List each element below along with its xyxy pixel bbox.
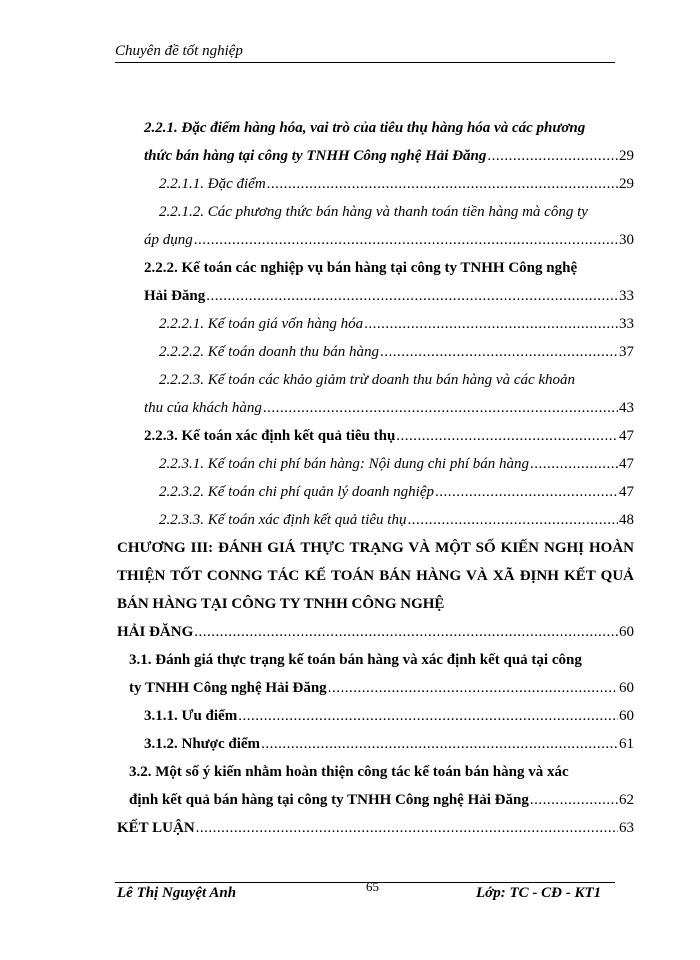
toc-entry-text: CHƯƠNG III: ĐÁNH GIÁ THỰC TRẠNG VÀ MỘT SỐ KIẾN NGHỊ HOÀN THIỆN TỐT CONNG TÁC KẾ TOÁN BÁN HÀNG VÀ XÃ ĐỊNH KẾT QUẢ BÁN HÀNG TẠI CÔNG TY TNHH CÔNG NGHỆ — [117, 540, 634, 612]
dot-leader — [328, 674, 618, 702]
toc-entry-text: 2.2.2.1. Kế toán giá vốn hàng hóa — [159, 316, 364, 332]
toc-page-number: 47 — [619, 456, 634, 472]
toc-entry-leader — [159, 478, 634, 506]
dot-leader — [530, 450, 618, 478]
toc-entry-leader — [159, 506, 634, 534]
toc-entry-leader — [144, 282, 634, 310]
dot-leader — [380, 338, 618, 366]
toc-entry-text-cont: HẢI ĐĂNG — [117, 624, 194, 640]
toc-entry-2-2-2-3[interactable] — [117, 366, 634, 422]
page-header-title: Chuyên đề tốt nghiệp — [115, 43, 243, 59]
toc-page-number: 43 — [619, 400, 634, 416]
toc-entry-leader — [159, 170, 634, 198]
toc-entry-text: 2.2.3. Kế toán xác định kết quả tiêu thụ — [144, 428, 396, 444]
toc-entry-text-cont: Hải Đăng — [144, 288, 206, 304]
toc-entry-leader — [144, 394, 634, 422]
toc-entry-leader — [144, 730, 634, 758]
toc-page-number: 33 — [619, 316, 634, 332]
toc-page-number: 47 — [619, 484, 634, 500]
toc-page-number: 60 — [619, 708, 634, 724]
toc-entry-2-2-3-2[interactable] — [117, 478, 634, 506]
toc-page-number: 48 — [619, 512, 634, 528]
toc-entry-chapter-3[interactable] — [117, 534, 634, 646]
toc-entry-text-cont: áp dụng — [144, 232, 193, 248]
toc-entry-text: 2.2.2.2. Kế toán doanh thu bán hàng — [159, 344, 379, 360]
toc-entry-leader — [159, 450, 634, 478]
dot-leader — [261, 730, 618, 758]
toc-entry-leader — [159, 338, 634, 366]
toc-entry-2-2-3-1[interactable] — [117, 450, 634, 478]
toc-entry-2-2-2-2[interactable] — [117, 338, 634, 366]
dot-leader — [194, 226, 618, 254]
toc-entry-text: 2.2.1.1. Đặc điểm — [159, 176, 266, 192]
toc-entry-text: 2.2.3.2. Kế toán chi phí quản lý doanh nghiệp — [159, 484, 434, 500]
dot-leader — [530, 786, 618, 814]
dot-leader — [487, 142, 618, 170]
table-of-contents — [117, 114, 634, 842]
toc-entry-text: 3.2. Một số ý kiến nhằm hoàn thiện công tác kế toán bán hàng và xác — [129, 764, 569, 780]
footer-class-label: Lớp: TC - CĐ - KT1 — [476, 885, 602, 901]
dot-leader — [267, 170, 618, 198]
toc-page-number: 60 — [619, 680, 634, 696]
toc-page-number: 63 — [619, 820, 634, 836]
toc-entry-leader — [129, 786, 634, 814]
toc-entry-text: 2.2.3.1. Kế toán chi phí bán hàng: Nội dung chi phí bán hàng — [159, 456, 529, 472]
toc-entry-2-2-3[interactable] — [117, 422, 634, 450]
dot-leader — [396, 422, 618, 450]
dot-leader — [194, 618, 618, 646]
toc-page-number: 37 — [619, 344, 634, 360]
dot-leader — [364, 310, 618, 338]
toc-entry-3-1[interactable] — [117, 646, 634, 702]
toc-page-number: 62 — [619, 792, 634, 808]
toc-entry-text-cont: định kết quả bán hàng tại công ty TNHH Công nghệ Hải Đăng — [129, 792, 529, 808]
toc-entry-text: 2.2.3.3. Kế toán xác định kết quả tiêu thụ — [159, 512, 407, 528]
toc-entry-leader — [117, 814, 634, 842]
toc-entry-2-2-1[interactable] — [117, 114, 634, 170]
toc-entry-text: 3.1.1. Ưu điểm — [144, 708, 238, 724]
toc-page-number: 47 — [619, 428, 634, 444]
toc-entry-2-2-2-1[interactable] — [117, 310, 634, 338]
dot-leader — [206, 282, 618, 310]
toc-entry-2-2-2[interactable] — [117, 254, 634, 310]
dot-leader — [435, 478, 618, 506]
toc-entry-text: 2.2.2. Kế toán các nghiệp vụ bán hàng tại công ty TNHH Công nghệ — [144, 260, 578, 276]
toc-entry-text: KẾT LUẬN — [117, 820, 195, 836]
toc-entry-2-2-1-1[interactable] — [117, 170, 634, 198]
toc-entry-2-2-3-3[interactable] — [117, 506, 634, 534]
toc-entry-leader — [144, 422, 634, 450]
toc-entry-text: 2.2.1. Đặc điểm hàng hóa, vai trò của tiêu thụ hàng hóa và các phương — [144, 120, 586, 136]
toc-entry-leader — [159, 310, 634, 338]
toc-entry-leader — [144, 702, 634, 730]
toc-entry-text: 2.2.2.3. Kế toán các khảo giảm trừ doanh thu bán hàng và các khoản — [159, 372, 576, 388]
toc-entry-text-cont: thu của khách hàng — [144, 400, 262, 416]
dot-leader — [263, 394, 618, 422]
toc-page-number: 60 — [619, 624, 634, 640]
dot-leader — [238, 702, 618, 730]
dot-leader — [407, 506, 618, 534]
toc-entry-conclusion[interactable] — [117, 814, 634, 842]
toc-page-number: 33 — [619, 288, 634, 304]
toc-page-number: 30 — [619, 232, 634, 248]
toc-entry-3-1-2[interactable] — [117, 730, 634, 758]
toc-entry-leader — [129, 674, 634, 702]
footer-rule — [115, 882, 615, 883]
dot-leader — [196, 814, 618, 842]
toc-page-number: 29 — [619, 176, 634, 192]
toc-page-number: 61 — [619, 736, 634, 752]
toc-page-number: 29 — [619, 148, 634, 164]
toc-entry-leader — [144, 142, 634, 170]
toc-entry-text: 3.1.2. Nhược điểm — [144, 736, 261, 752]
toc-entry-text-cont: ty TNHH Công nghệ Hải Đăng — [129, 680, 327, 696]
toc-entry-text: 3.1. Đánh giá thực trạng kế toán bán hàng và xác định kết quả tại công — [129, 652, 582, 668]
toc-entry-text: 2.2.1.2. Các phương thức bán hàng và thanh toán tiền hàng mà công ty — [159, 204, 588, 220]
toc-entry-leader — [144, 226, 634, 254]
header-rule — [115, 62, 615, 63]
footer-page-number: 65 — [366, 879, 379, 894]
toc-entry-3-2[interactable] — [117, 758, 634, 814]
toc-entry-leader — [117, 618, 634, 646]
toc-entry-2-2-1-2[interactable] — [117, 198, 634, 254]
footer-author: Lê Thị Nguyệt Anh — [117, 885, 237, 901]
toc-entry-3-1-1[interactable] — [117, 702, 634, 730]
toc-entry-text-cont: thức bán hàng tại công ty TNHH Công nghệ Hải Đăng — [144, 148, 487, 164]
